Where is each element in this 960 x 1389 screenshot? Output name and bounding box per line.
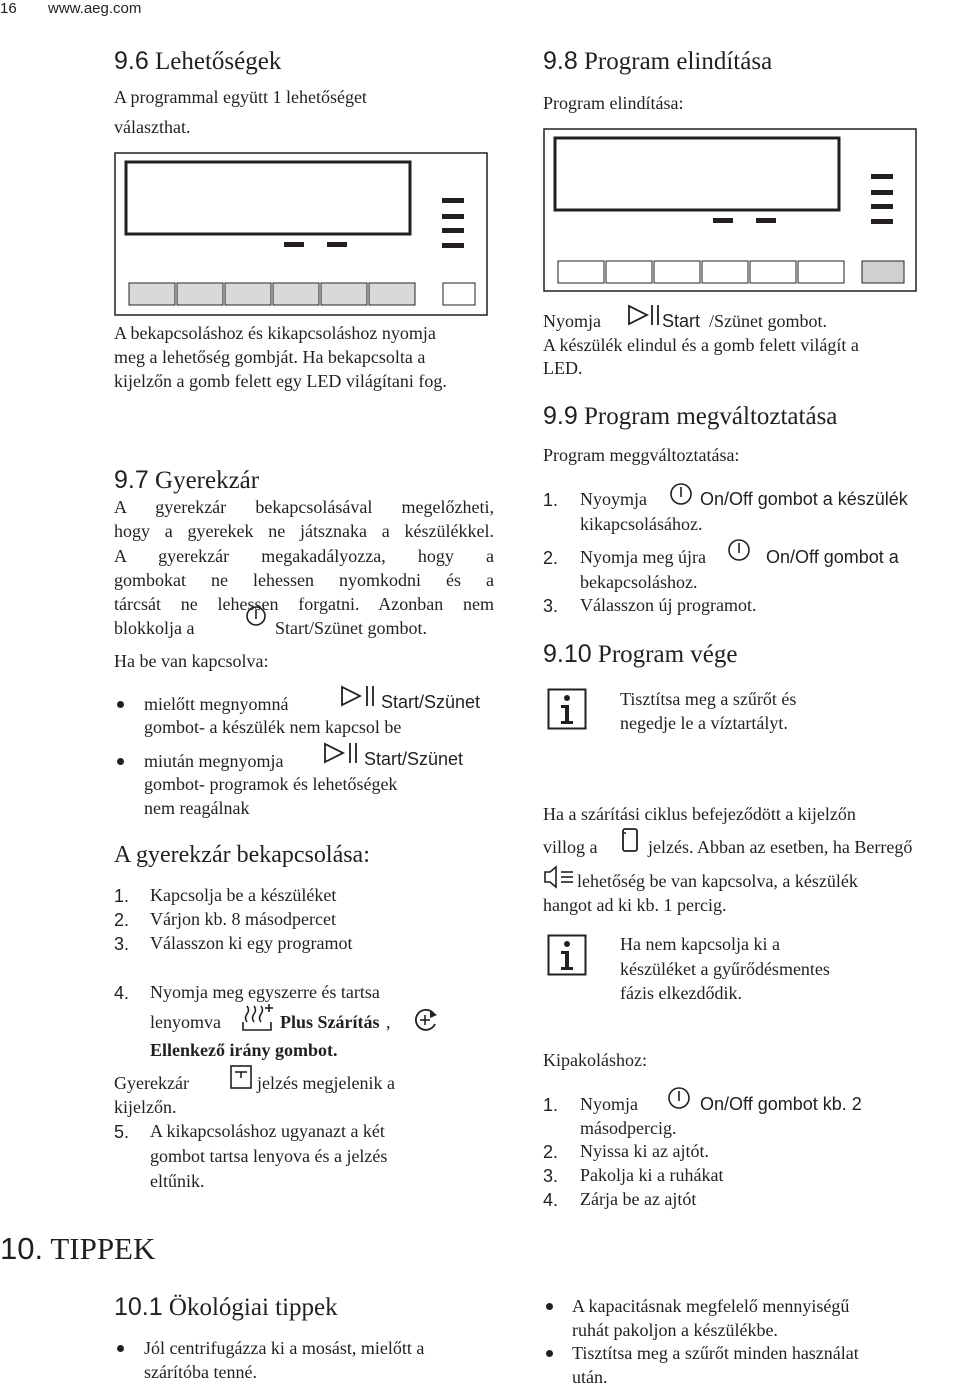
section-title: Program megváltoztatása <box>584 403 838 430</box>
eco-tip-3-line-1: Tisztítsa meg a szűrőt minden használat <box>572 1343 859 1363</box>
info-2-line-1: Ha nem kapcsolja ki a <box>620 934 780 954</box>
control-panel-diagram-options <box>114 152 488 316</box>
section-title: Program elindítása <box>584 48 773 75</box>
on-off-label: On/Off gombot a <box>766 547 899 567</box>
step-number: 1. <box>543 490 559 510</box>
info-2-line-2: készüléket a gyűrődésmentes <box>620 959 830 979</box>
child-lock-para-line-1: A gyerekzár bekapcsolásával megelőzheti, <box>114 497 494 517</box>
child-lock-icon <box>229 1064 253 1090</box>
step-4-line-1: Nyomja meg egyszerre és tartsa <box>150 982 380 1002</box>
options-intro-line-1: A programmal együtt 1 lehetőséget <box>114 87 367 107</box>
bullet <box>546 1303 553 1310</box>
step-number: 2. <box>543 548 559 568</box>
press-start-text: Nyomja <box>543 311 601 331</box>
bullet-1-text: mielőtt megnyomná <box>144 694 289 714</box>
start-pause-label: Start/Szünet <box>381 692 481 712</box>
child-lock-para-line-3: A gyerekzár megakadályozza, hogy a <box>114 546 494 566</box>
start-pause-label: Start/Szünet <box>364 749 464 769</box>
unload-step-1-line-2: másodpercig. <box>580 1118 677 1138</box>
power-icon <box>669 482 693 506</box>
bullet <box>117 758 124 765</box>
eco-tip-2-line-2: ruhát pakoljon a készülékbe. <box>572 1320 778 1340</box>
start-label: Start <box>662 311 701 331</box>
step-number: 1. <box>114 886 130 906</box>
section-title: Ökológiai tippek <box>168 1294 338 1321</box>
bullet-2-text: miután megnyomja <box>144 751 284 771</box>
press-start-text-2: /Szünet gombot. <box>709 311 827 331</box>
bullet <box>117 701 124 708</box>
header-site: www.aeg.com <box>48 0 142 17</box>
child-lock-subheading: A gyerekzár bekapcsolása: <box>114 842 370 868</box>
door-open-indicator-icon <box>620 826 640 854</box>
plus-drying-icon <box>241 1002 275 1032</box>
bullet-2-line-2: gombot- programok és lehetőségek <box>144 774 398 794</box>
start-line-3: LED. <box>543 358 583 378</box>
section-title: Lehetőségek <box>155 48 282 75</box>
section-title: Gyerekzár <box>155 467 260 494</box>
options-intro-line-2: választhat. <box>114 117 191 137</box>
eco-tip-2-line-1: A kapacitásnak megfelelő mennyiségű <box>572 1296 850 1316</box>
step-text: Várjon kb. 8 másodpercet <box>150 909 336 929</box>
step-4-hold-text: lenyomva <box>150 1012 221 1032</box>
step-text: Válasszon ki egy programot <box>150 933 353 953</box>
when-on-label: Ha be van kapcsolva: <box>114 651 269 671</box>
step-5-line-1: A kikapcsoláshoz ugyanazt a két <box>150 1121 385 1141</box>
step-5-line-3: eltűnik. <box>150 1171 205 1191</box>
section-number: 9.6 <box>114 47 149 75</box>
unload-step-3-text: Pakolja ki a ruhákat <box>580 1165 724 1185</box>
step-number: 3. <box>114 934 130 954</box>
lock-indicator-text: Gyerekzár <box>114 1073 189 1093</box>
options-after-line-1: A bekapcsoláshoz és kikapcsoláshoz nyomja <box>114 323 436 343</box>
options-after-line-3: kijelzőn a gomb felett egy LED világítani fog. <box>114 371 447 391</box>
step-number: 1. <box>543 1095 559 1115</box>
section-9-6-heading <box>114 46 281 77</box>
power-icon <box>727 538 751 562</box>
section-number: 9.9 <box>543 402 578 430</box>
bullet-1-line-2: gombot- a készülék nem kapcsol be <box>144 717 402 737</box>
on-off-label: On/Off gombot kb. 2 <box>700 1094 862 1114</box>
buzzer-icon <box>543 864 575 890</box>
child-lock-para-line-2: hogy a gyerekek ne játsznaka a készülékkel. <box>114 521 494 541</box>
power-icon <box>245 605 267 627</box>
section-number: 9.7 <box>114 466 149 494</box>
start-pause-icon <box>627 302 661 328</box>
step-number: 2. <box>543 1142 559 1162</box>
start-intro: Program elindítása: <box>543 93 684 113</box>
change-step-3-text: Válasszon új programot. <box>580 595 757 615</box>
step-number: 3. <box>543 596 559 616</box>
section-9-10-heading <box>543 639 737 670</box>
step-number: 5. <box>114 1122 130 1142</box>
section-number: 9.8 <box>543 47 578 75</box>
info-icon <box>547 934 587 976</box>
step-number: 3. <box>543 1166 559 1186</box>
comma: , <box>386 1012 391 1032</box>
unload-label: Kipakoláshoz: <box>543 1050 647 1070</box>
chapter-10-heading <box>0 1231 155 1267</box>
eco-tip-1-line-2: szárítóba tenné. <box>144 1362 257 1382</box>
page-number: 16 <box>0 0 17 17</box>
start-pause-icon <box>340 683 378 709</box>
section-number: 9.10 <box>543 640 592 668</box>
child-lock-para-line-4: gombokat ne lehessen nyomkodni és a <box>114 570 494 590</box>
options-after-line-2: meg a lehetőség gombját. Ha bekapcsolta a <box>114 347 426 367</box>
change-step-2-text: Nyomja meg újra <box>580 547 706 567</box>
info-2-line-3: fázis elkezdődik. <box>620 983 742 1003</box>
end-para-line-3: lehetőség be van kapcsolva, a készülék <box>577 871 858 891</box>
control-panel-diagram-start <box>543 128 917 292</box>
change-step-1-line-2: kikapcsolásához. <box>580 514 703 534</box>
child-lock-para-line-5: tárcsát ne lehessen forgatni. Azonban nem <box>114 594 494 614</box>
step-number: 4. <box>543 1190 559 1210</box>
section-9-9-heading <box>543 401 837 432</box>
end-para-line-4: hangot ad ki kb. 1 percig. <box>543 895 727 915</box>
chapter-number: 10. <box>0 1231 44 1266</box>
lock-indicator-text-3: kijelzőn. <box>114 1097 177 1117</box>
eco-tip-3-line-2: után. <box>572 1367 608 1387</box>
bullet-2-line-3: nem reagálnak <box>144 798 250 818</box>
section-number: 10.1 <box>114 1293 163 1321</box>
end-para-line-1: Ha a szárítási ciklus befejeződött a kijelzőn <box>543 804 856 824</box>
start-line-2: A készülék elindul és a gomb felett világít a <box>543 335 859 355</box>
step-4-line-3: Ellenkező irány gombot. <box>150 1040 338 1060</box>
reverse-direction-icon <box>410 1006 440 1034</box>
unload-step-4-text: Zárja be az ajtót <box>580 1189 697 1209</box>
plus-drying-label: Plus Szárítás <box>280 1012 380 1032</box>
bullet <box>546 1350 553 1357</box>
start-pause-icon <box>323 740 361 766</box>
unload-step-2-text: Nyissa ki az ajtót. <box>580 1141 709 1161</box>
step-text: Kapcsolja be a készüléket <box>150 885 337 905</box>
lock-indicator-text-2: jelzés megjelenik a <box>257 1073 395 1093</box>
step-number: 4. <box>114 983 130 1003</box>
section-9-7-heading <box>114 465 259 496</box>
section-10-1-heading <box>114 1292 338 1323</box>
on-off-label: On/Off gombot a készülék <box>700 489 908 509</box>
section-9-8-heading <box>543 46 772 77</box>
chapter-title: TIPPEK <box>50 1231 156 1266</box>
info-1-line-2: negedje le a víztartályt. <box>620 713 788 733</box>
step-number: 2. <box>114 910 130 930</box>
bullet <box>117 1345 124 1352</box>
change-intro: Program meggváltoztatása: <box>543 445 740 465</box>
child-lock-block-text: blokkolja a <box>114 618 195 638</box>
section-title: Program vége <box>597 641 738 668</box>
end-para-line-2a: villog a <box>543 837 598 857</box>
step-5-line-2: gombot tartsa lenyova és a jelzés <box>150 1146 388 1166</box>
change-step-1-text: Nyoymja <box>580 489 647 509</box>
info-icon <box>547 688 587 730</box>
unload-step-1-text: Nyomja <box>580 1094 638 1114</box>
eco-tip-1-line-1: Jól centrifugázza ki a mosást, mielőtt a <box>144 1338 425 1358</box>
power-icon <box>667 1086 691 1110</box>
end-para-line-2b: jelzés. Abban az esetben, ha Berregő <box>648 837 913 857</box>
info-1-line-1: Tisztítsa meg a szűrőt és <box>620 689 797 709</box>
change-step-2-line-2: bekapcsoláshoz. <box>580 572 698 592</box>
child-lock-block-key: Start/Szünet gombot. <box>275 618 427 638</box>
